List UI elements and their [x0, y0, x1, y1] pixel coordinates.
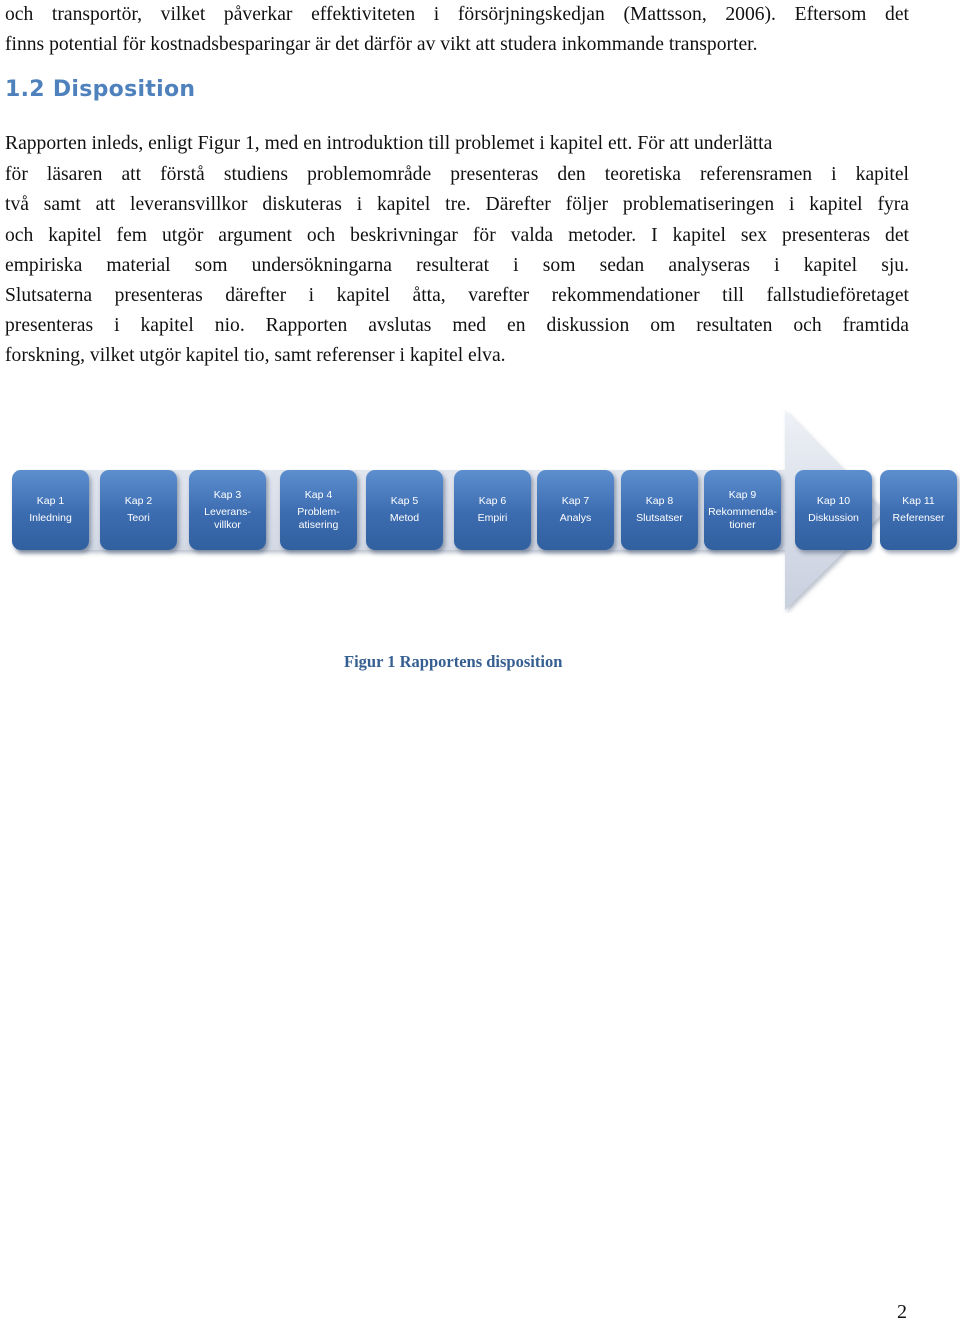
chapter-title: Slutsatser: [636, 512, 683, 524]
chapter-box: [12, 470, 89, 550]
chapter-number: Kap 5: [390, 495, 419, 507]
chapter-number: Kap 6: [478, 495, 507, 507]
chapter-box: [880, 470, 957, 550]
paragraph-line: två samt att leveransvillkor diskuteras i kapitel tre. Därefter följer problematiseringen i kapitel fyra: [5, 194, 909, 215]
paragraph-line: presenteras i kapitel nio. Rapporten avslutas med en diskussion om resultaten och framtida: [5, 315, 909, 336]
chapter-box: [280, 470, 357, 550]
chapter-title: Diskussion: [808, 512, 859, 524]
chapter-number: Kap 2: [124, 495, 153, 507]
page-number: 2: [897, 1301, 907, 1323]
chapter-box: [537, 470, 614, 550]
chapter-title: Teori: [127, 512, 150, 524]
section-heading: 1.2 Disposition: [5, 77, 196, 102]
chapter-box: [189, 470, 266, 550]
chapter-number: Kap 10: [816, 495, 851, 507]
paragraph-line: Rapporten inleds, enligt Figur 1, med en introduktion till problemet i kapitel ett. För att underlätta: [5, 133, 773, 154]
chapter-number: Kap 3: [213, 488, 242, 501]
disposition-figure: [0, 408, 960, 613]
intro-line-1: och transportör, vilket påverkar effektiviteten i försörjningskedjan (Mattsson, 2006). Eftersom det: [5, 4, 909, 25]
chapter-box: [795, 470, 872, 550]
chapter-number: Kap 11: [902, 495, 935, 507]
chapter-title: Referenser: [892, 512, 945, 524]
chapter-box: [621, 470, 698, 550]
chapter-box: [100, 470, 177, 550]
paragraph-line: forskning, vilket utgör kapitel tio, samt referenser i kapitel elva.: [5, 345, 506, 366]
chapter-title: Metod: [389, 512, 420, 524]
chapter-title: Analys: [559, 512, 592, 524]
chapter-number: Kap 9: [728, 488, 757, 501]
paragraph-line: Slutsaterna presenteras därefter i kapitel åtta, varefter rekommendationer till fallstudieföretaget: [5, 285, 909, 306]
chapter-number: Kap 7: [561, 495, 590, 507]
chapter-number: Kap 8: [645, 495, 674, 507]
chapter-title: Leverans- villkor: [204, 505, 251, 531]
paragraph-line: empiriska material som undersökningarna resulterat i som sedan analyseras i kapitel sju.: [5, 255, 909, 276]
chapter-number: Kap 1: [36, 495, 65, 507]
paragraph-line: och kapitel fem utgör argument och beskrivningar för valda metoder. I kapitel sex presenteras det: [5, 225, 909, 246]
chapter-box: [454, 470, 531, 550]
chapter-title: Inledning: [29, 512, 72, 524]
chapter-number: Kap 4: [304, 488, 333, 501]
paragraph-line: för läsaren att förstå studiens problemområde presenteras den teoretiska referensramen i kapitel: [5, 164, 909, 185]
chapter-title: Problem- atisering: [297, 505, 340, 531]
chapter-title: Empiri: [477, 512, 508, 524]
intro-line-2: finns potential för kostnadsbesparingar är det därför av vikt att studera inkommande transporter.: [5, 34, 758, 55]
chapter-box: [366, 470, 443, 550]
chapter-box: [704, 470, 781, 550]
figure-caption: Figur 1 Rapportens disposition: [344, 652, 563, 671]
chapter-title: Rekommenda- tioner: [708, 505, 777, 531]
